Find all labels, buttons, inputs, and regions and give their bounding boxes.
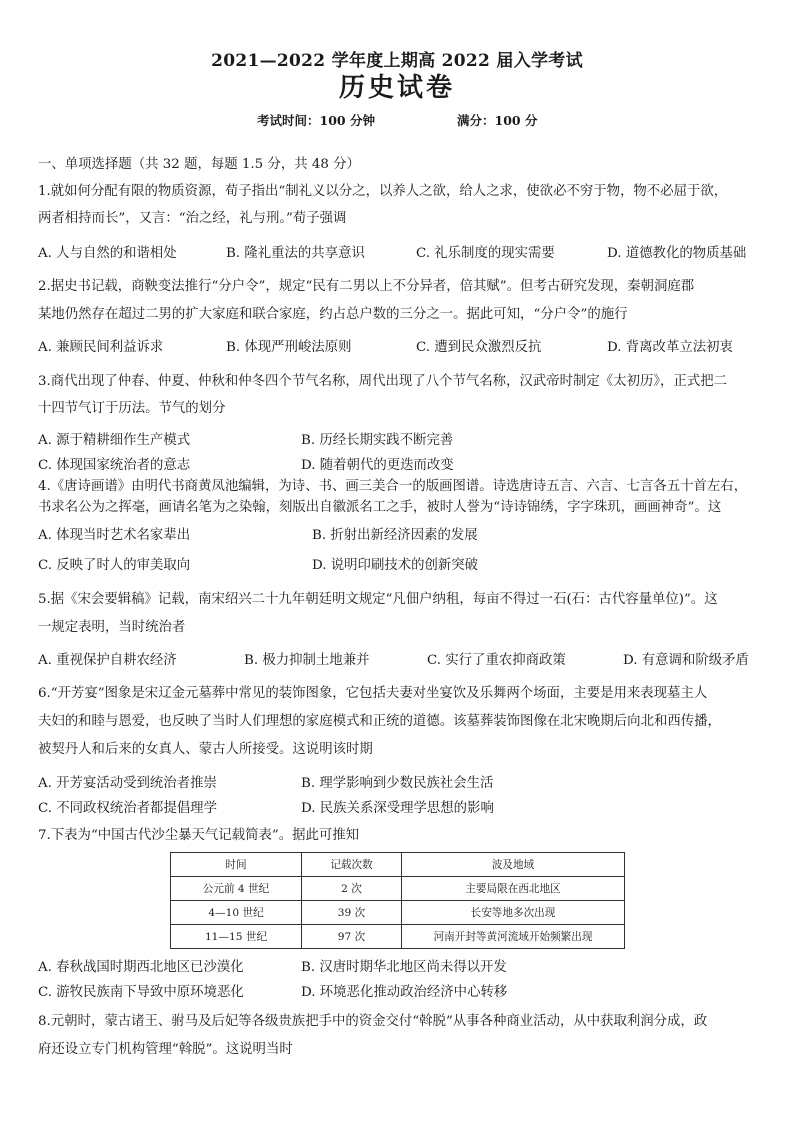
q6-option-b: B. 理学影响到少数民族社会生活	[301, 776, 494, 791]
full-score: 满分：100 分	[457, 113, 538, 128]
q1-option-a: A. 人与自然的和谐相处	[38, 246, 177, 261]
table-cell: 2 次	[302, 877, 402, 901]
q3-option-b: B. 历经长期实践不断完善	[301, 433, 454, 448]
section-heading: 一、单项选择题（共 32 题，每题 1.5 分，共 48 分）	[38, 157, 360, 172]
q5-option-c: C. 实行了重农抑商政策	[427, 653, 566, 668]
q1-option-d: D. 道德教化的物质基础	[607, 246, 747, 261]
table-header-cell: 时间	[171, 853, 302, 877]
table-cell: 公元前 4 世纪	[171, 877, 302, 901]
table-header-cell: 波及地域	[402, 853, 625, 877]
question-3-stem: 3.商代出现了仲春、仲夏、仲秋和仲冬四个节气名称，周代出现了八个节气名称，汉武帝时制定《太初历》，正式把二	[38, 374, 727, 389]
question-6-stem: 6.“开芳宴”图象是宋辽金元墓葬中常见的装饰图象，它包括夫妻对坐宴饮及乐舞两个场面，主要是用来表现墓主人	[38, 686, 708, 701]
question-1-stem-cont: 两者相持而长”，又言：“治之经，礼与刑。”荀子强调	[38, 211, 347, 226]
table-cell: 11—15 世纪	[171, 925, 302, 949]
exam-time: 考试时间：100 分钟	[257, 113, 375, 128]
q5-option-d: D. 有意调和阶级矛盾	[623, 653, 749, 668]
q7-option-c: C. 游牧民族南下导致中原环境恶化	[38, 985, 244, 1000]
table-cell: 97 次	[302, 925, 402, 949]
q2-option-b: B. 体现严刑峻法原则	[226, 340, 352, 355]
q7-option-a: A. 春秋战国时期西北地区已沙漠化	[38, 960, 244, 975]
question-7-stem: 7.下表为“中国古代沙尘暴天气记载简表”。据此可推知	[38, 828, 360, 843]
question-8-stem: 8.元朝时，蒙古诸王、驸马及后妃等各级贵族把手中的资金交付“斡脱”从事各种商业活动，从中获取利润分成，政	[38, 1014, 708, 1029]
exam-title: 历史试卷	[338, 73, 455, 103]
q4-option-a: A. 体现当时艺术名家辈出	[38, 528, 191, 543]
q3-option-d: D. 随着朝代的更迭而改变	[301, 458, 454, 473]
q2-option-c: C. 遭到民众激烈反抗	[416, 340, 542, 355]
q1-option-c: C. 礼乐制度的现实需要	[416, 246, 555, 261]
question-6-stem-cont2: 被契丹人和后来的女真人、蒙古人所接受。这说明该时期	[38, 742, 373, 757]
table-header-cell: 记载次数	[302, 853, 402, 877]
table-cell: 主要局限在西北地区	[402, 877, 625, 901]
sandstorm-table	[170, 852, 625, 949]
table-row	[171, 925, 625, 949]
question-4-stem: 4.《唐诗画谱》由明代书商黄凤池编辑，为诗、书、画三美合一的版画图谱。诗选唐诗五言、六言、七言各五十首左右，	[38, 479, 748, 494]
question-1-stem: 1.就如何分配有限的物质资源，荀子指出“制礼义以分之，以养人之欲，给人之求，使欲必不穷于物，物不必屈于欲，	[38, 184, 728, 199]
q4-option-d: D. 说明印刷技术的创新突破	[312, 558, 479, 573]
q7-option-d: D. 环境恶化推动政治经济中心转移	[301, 985, 508, 1000]
question-4-stem-cont: 书求名公为之挥毫，画请名笔为之染翰，刻版出自徽派名工之手，被时人誉为“诗诗锦绣，字字珠玑，画画神奇”。这	[38, 500, 722, 515]
q5-option-a: A. 重视保护自耕农经济	[38, 653, 177, 668]
table-header-row	[171, 853, 625, 877]
table-cell: 39 次	[302, 901, 402, 925]
q5-option-b: B. 极力抑制土地兼并	[244, 653, 370, 668]
q7-option-b: B. 汉唐时期华北地区尚未得以开发	[301, 960, 507, 975]
question-5-stem-cont: 一规定表明，当时统治者	[38, 620, 186, 635]
table-cell: 长安等地多次出现	[402, 901, 625, 925]
table-row	[171, 877, 625, 901]
table-row	[171, 901, 625, 925]
exam-title-line1: 2021—2022 学年度上期高 2022 届入学考试	[211, 51, 583, 71]
q4-option-c: C. 反映了时人的审美取向	[38, 558, 191, 573]
q6-option-a: A. 开芳宴活动受到统治者推崇	[38, 776, 217, 791]
table-cell: 4—10 世纪	[171, 901, 302, 925]
table-cell: 河南开封等黄河流域开始频繁出现	[402, 925, 625, 949]
question-2-stem-cont: 某地仍然存在超过二男的扩大家庭和联合家庭，约占总户数的三分之一。据此可知，“分户令”的施行	[38, 307, 628, 322]
question-5-stem: 5.据《宋会要辑稿》记载，南宋绍兴二十九年朝廷明文规定“凡佃户纳租，每亩不得过一石(石：古代容量单位)”。这	[38, 592, 718, 607]
q6-option-c: C. 不同政权统治者都提倡理学	[38, 801, 217, 816]
q2-option-d: D. 背离改革立法初衷	[607, 340, 733, 355]
q3-option-c: C. 体现国家统治者的意志	[38, 458, 191, 473]
question-8-stem-cont: 府还设立专门机构管理“斡脱”。这说明当时	[38, 1042, 293, 1057]
q4-option-b: B. 折射出新经济因素的发展	[312, 528, 478, 543]
question-6-stem-cont: 夫妇的和睦与恩爱，也反映了当时人们理想的家庭模式和正统的道德。该墓葬装饰图像在北宋晚期后向北和西传播，	[38, 714, 721, 729]
q6-option-d: D. 民族关系深受理学思想的影响	[301, 801, 494, 816]
q1-option-b: B. 隆礼重法的共享意识	[226, 246, 365, 261]
question-3-stem-cont: 十四节气订于历法。节气的划分	[38, 401, 226, 416]
q3-option-a: A. 源于精耕细作生产模式	[38, 433, 191, 448]
question-2-stem: 2.据史书记载，商鞅变法推行“分户令”，规定“民有二男以上不分异者，倍其赋”。但考古研究发现，秦朝洞庭郡	[38, 279, 695, 294]
q2-option-a: A. 兼顾民间利益诉求	[38, 340, 164, 355]
